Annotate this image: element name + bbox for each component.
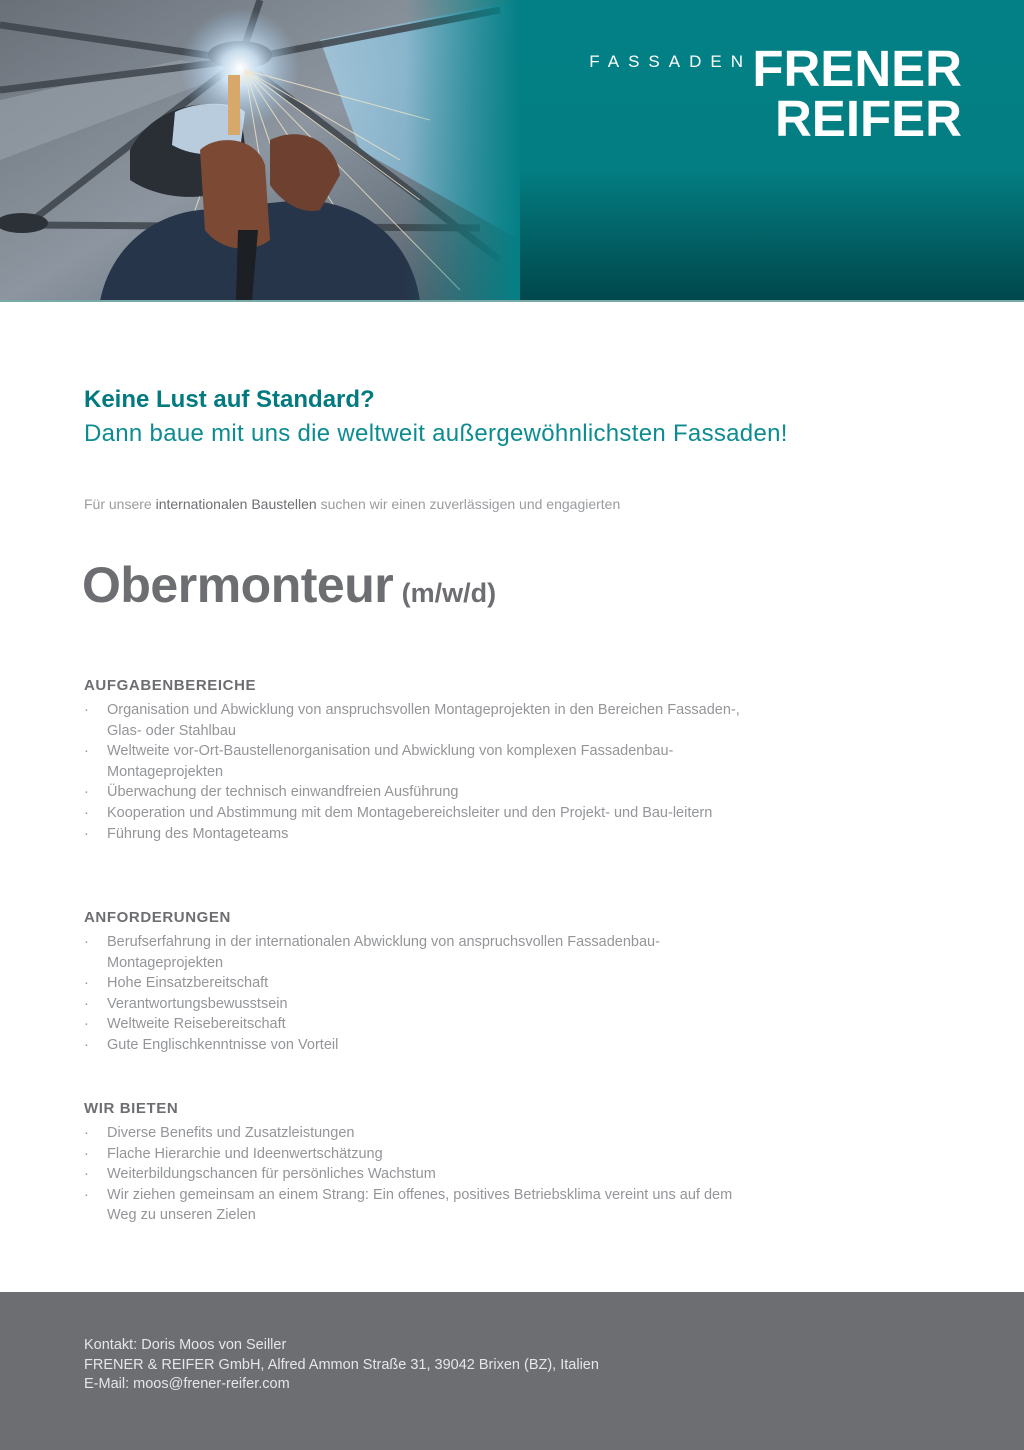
section-heading: ANFORDERUNGEN — [84, 909, 231, 926]
footer-contact-block — [84, 1336, 599, 1395]
list-item: · Gute Englischkenntnisse von Vorteil — [84, 1035, 744, 1056]
bullet-icon: · — [84, 995, 89, 1012]
list-item: · Kooperation und Abstimmung mit dem Montagebereichsleiter und den Projekt- und Bau-leitern — [84, 803, 744, 824]
logo-line-1: FRENER — [752, 40, 962, 97]
bullet-icon: · — [84, 1016, 89, 1033]
list-item: · Wir ziehen gemeinsam an einem Strang: Ein offenes, positives Betriebsklima vereint uns auf dem Weg zu unseren Zielen — [84, 1186, 733, 1224]
bullet-icon: · — [84, 1036, 89, 1053]
bullet-icon: · — [84, 804, 89, 821]
logo-prefix: FASSADEN — [589, 52, 752, 71]
bullet-icon: · — [84, 975, 89, 992]
footer-address: FRENER & REIFER GmbH, Alfred Ammon Straße 31, 39042 Brixen (BZ), Italien — [84, 1356, 599, 1373]
task-list — [84, 700, 744, 844]
list-item: · Diverse Benefits und Zusatzleistungen — [84, 1123, 744, 1144]
bullet-icon: · — [84, 1166, 89, 1183]
list-item: · Weltweite Reisebereitschaft — [84, 1014, 744, 1035]
welder-photo-illustration — [0, 0, 520, 301]
section-aufgabenbereiche — [84, 677, 744, 844]
intro-after: suchen wir einen zuverlässigen und engagierten — [316, 496, 621, 512]
bullet-icon: · — [84, 743, 89, 760]
bullet-icon: · — [84, 934, 89, 950]
section-heading: AUFGABENBEREICHE — [84, 677, 257, 694]
header-photo-welder — [0, 0, 520, 301]
bullet-icon: · — [84, 1186, 89, 1203]
intro-bold: internationalen Baustellen — [155, 496, 317, 512]
header-banner — [0, 0, 1024, 301]
tagline-headline: Keine Lust auf Standard? — [84, 386, 375, 413]
job-title — [82, 556, 496, 614]
section-wir-bieten — [84, 1100, 744, 1226]
list-item: · Überwachung der technisch einwandfreien Ausführung — [84, 782, 744, 803]
list-item: · Verantwortungsbewusstsein — [84, 994, 744, 1015]
list-item: · Berufserfahrung in der internationalen Abwicklung von anspruchsvollen Fassadenbau-Montageprojekten — [84, 934, 660, 971]
logo-line-2: REIFER — [774, 90, 962, 147]
footer — [0, 1292, 1024, 1450]
bullet-icon: · — [84, 1125, 89, 1141]
intro-before: Für unsere — [84, 496, 156, 512]
list-item: · Organisation und Abwicklung von anspruchsvollen Montageprojekten in den Bereichen Fassaden-, Glas- oder Stahlbau — [84, 702, 740, 739]
company-logo — [589, 40, 962, 147]
tagline-subline: Dann baue mit uns die weltweit außergewöhnlichsten Fassaden! — [84, 420, 788, 447]
footer-contact-person: Kontakt: Doris Moos von Seiller — [84, 1337, 287, 1353]
section-anforderungen — [84, 909, 744, 1056]
list-item: · Weiterbildungschancen für persönliches Wachstum — [84, 1164, 744, 1185]
intro-text — [84, 496, 620, 512]
requirements-list — [84, 932, 744, 1056]
list-item: · Flache Hierarchie und Ideenwertschätzung — [84, 1144, 744, 1165]
list-item: · Führung des Montageteams — [84, 824, 744, 845]
job-title-suffix: (m/w/d) — [401, 578, 497, 608]
list-item: · Hohe Einsatzbereitschaft — [84, 973, 744, 994]
job-title-main: Obermonteur — [82, 557, 394, 613]
bullet-icon: · — [84, 702, 89, 718]
section-heading: WIR BIETEN — [84, 1100, 179, 1117]
footer-email[interactable]: E-Mail: moos@frener-reifer.com — [84, 1376, 290, 1393]
bullet-icon: · — [84, 825, 89, 842]
header-divider — [0, 300, 1024, 302]
bullet-icon: · — [84, 784, 89, 801]
bullet-icon: · — [84, 1145, 89, 1162]
list-item: · Weltweite vor-Ort-Baustellenorganisation und Abwicklung von komplexen Fassadenbau-Montageprojekten — [84, 743, 674, 780]
offer-list — [84, 1123, 744, 1226]
